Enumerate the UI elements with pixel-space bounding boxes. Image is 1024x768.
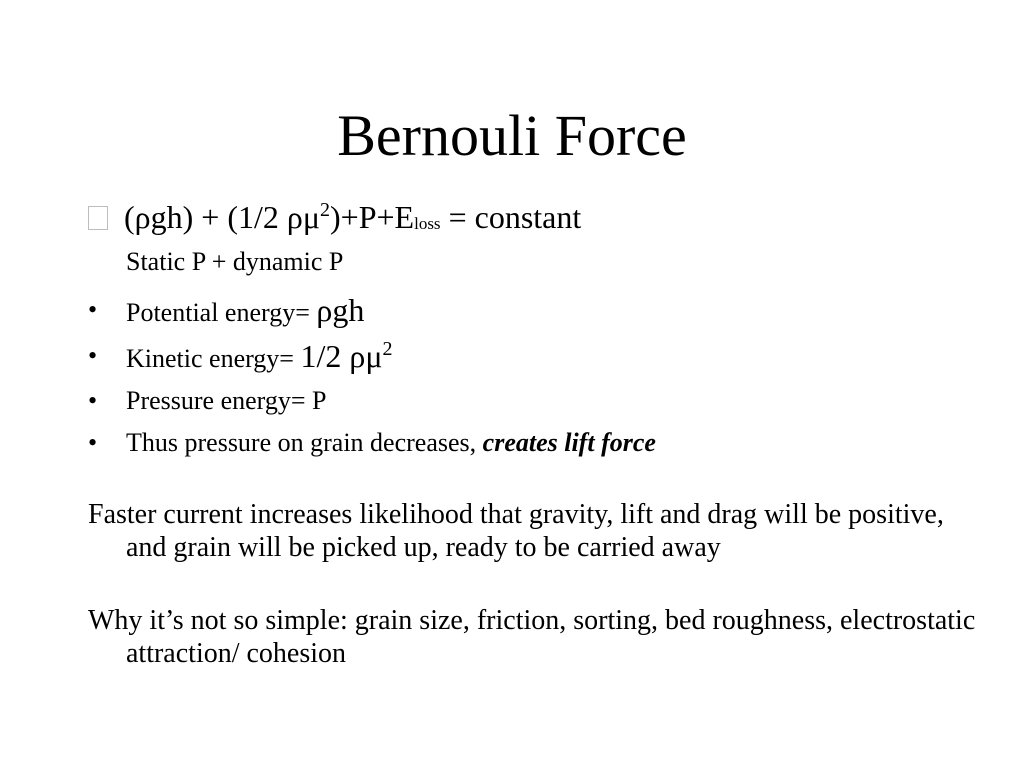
- bullet-dot-icon: •: [88, 295, 98, 324]
- bullet-emphasis: creates lift force: [482, 428, 656, 457]
- equation-part-2: )+P+E: [330, 199, 415, 235]
- energy-bullet-list: [88, 288, 656, 464]
- bullet-potential-energy: [88, 288, 656, 332]
- bullet-kinetic-energy: [88, 332, 656, 380]
- bullet-pressure-energy: [88, 380, 656, 422]
- bullet-formula: ρgh: [316, 292, 365, 328]
- equation-part-3: = constant: [440, 199, 582, 235]
- bullet-formula: 1/2 ρμ: [300, 338, 383, 374]
- bullet-dot-icon: •: [88, 386, 98, 415]
- bullet-formula-superscript: 2: [382, 338, 393, 360]
- bernoulli-equation: [88, 196, 581, 245]
- square-bullet-icon: [88, 206, 108, 230]
- bullet-label: Kinetic energy=: [126, 344, 301, 373]
- equation-superscript: 2: [320, 199, 330, 221]
- bullet-dot-icon: •: [88, 428, 98, 457]
- slide-title: Bernouli Force: [337, 103, 687, 168]
- bullet-label: Pressure energy= P: [126, 386, 327, 415]
- paragraph-not-so-simple: Why it’s not so simple: grain size, friction, sorting, bed roughness, electrostatic attraction/ cohesion: [88, 605, 976, 669]
- paragraph-faster-current: Faster current increases likelihood that gravity, lift and drag will be positive, and grain will be picked up, ready to be carried away: [88, 499, 944, 563]
- equation-subscript: loss: [414, 214, 441, 233]
- equation-note: Static P + dynamic P: [126, 247, 344, 276]
- bullet-dot-icon: •: [88, 341, 98, 370]
- bullet-lift-force: [88, 422, 656, 464]
- bullet-label: Potential energy=: [126, 298, 317, 327]
- equation-part-1: (ρgh) + (1/2 ρμ: [124, 199, 320, 235]
- bullet-label: Thus pressure on grain decreases,: [126, 428, 483, 457]
